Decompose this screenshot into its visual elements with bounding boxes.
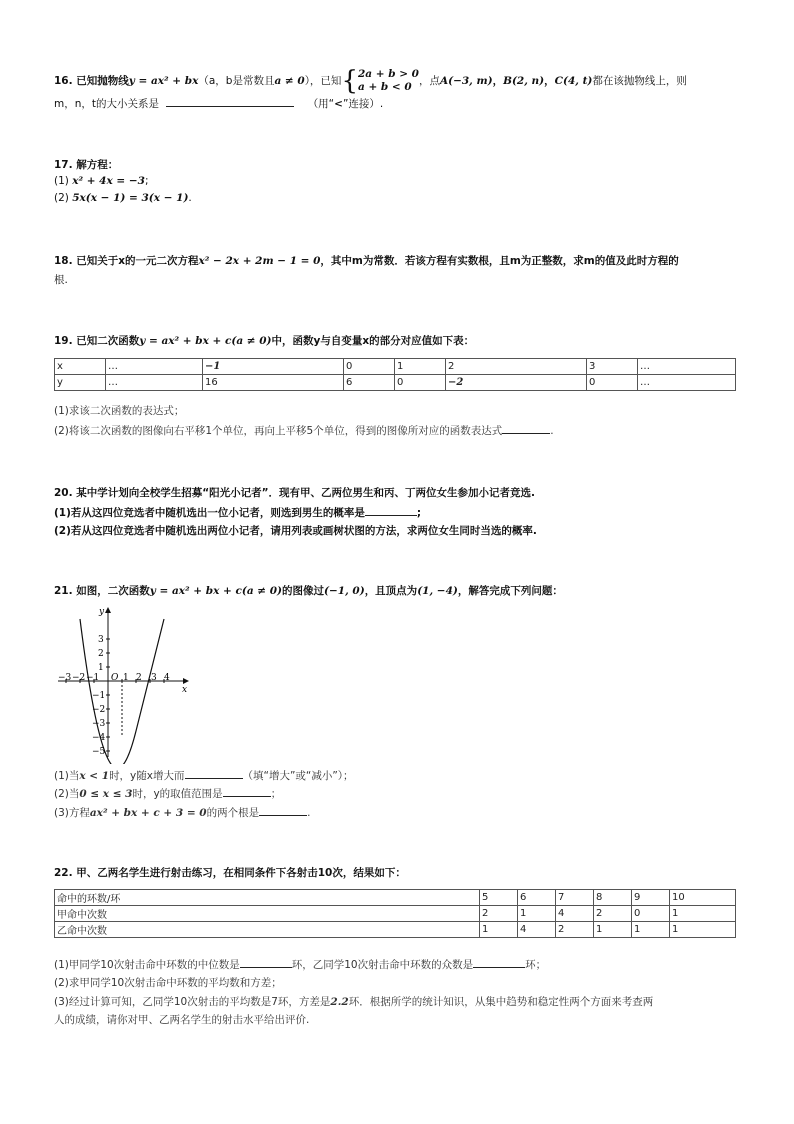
y-tick-label: −5 <box>92 747 106 757</box>
y-axis-label: y <box>99 607 105 617</box>
table-row: 乙命中次数 1 4 2 1 1 1 <box>55 922 736 938</box>
inequality-system: 2a + b > 0 a + b < 0 <box>357 68 419 93</box>
q22-sub3: (3)经过计算可知，乙同学10次射击的平均数是7环，方差是2.2环．根据所学的统计知识，从集中趋势和稳定性两个方面来考查两 <box>54 996 654 1008</box>
q19-sub1: (1)求该二次函数的表达式； <box>54 405 185 417</box>
y-tick-label: −2 <box>92 705 106 715</box>
answer-blank[interactable] <box>502 423 550 434</box>
y-tick-label: −3 <box>92 719 106 729</box>
q18-line1: 18. 已知关于x的一元二次方程x² − 2x + 2m − 1 = 0，其中m为常数．若该方程有实数根，且m为正整数，求m的值及此时方程的 <box>54 255 679 267</box>
q20-sub1: (1)若从这四位竞选者中随机选出一位小记者，则选到男生的概率是 ; <box>54 507 422 519</box>
q21-sub2: (2)当0 ≤ x ≤ 3时，y的取值范围是 ； <box>54 788 282 800</box>
q22-title: 22. 甲、乙两名学生进行射击练习，在相同条件下各射击10次，结果如下： <box>54 867 406 879</box>
table-row: x … −1 0 1 2 3 … <box>55 359 736 375</box>
q22-sub3-cont: 人的成绩，请你对甲、乙两名学生的射击水平给出评价. <box>54 1014 310 1026</box>
answer-blank[interactable] <box>473 957 525 968</box>
q19-title: 19. 已知二次函数y = ax² + bx + c(a ≠ 0)中，函数y与自变量x的部分对应值如下表： <box>54 335 475 347</box>
q21-sub1: (1)当x < 1时，y随x增大而 （填“增大”或“减小”）； <box>54 770 354 782</box>
q18-line2: 根. <box>54 274 68 286</box>
q20-sub2: (2)若从这四位竞选者中随机选出两位小记者，请用列表或画树状图的方法，求两位女生同时当选的概率. <box>54 525 537 537</box>
answer-blank[interactable] <box>259 805 307 816</box>
table-row: y … 16 6 0 −2 0 … <box>55 375 736 391</box>
q20-title: 20. 某中学计划向全校学生招募“阳光小记者”．现有甲、乙两位男生和丙、丁两位女生参加小记者竞选. <box>54 487 536 499</box>
y-tick-label: −4 <box>92 733 106 743</box>
parabola-graph <box>54 604 204 764</box>
q17-part1: (1) x² + 4x = −3; <box>54 175 149 187</box>
table-row: 命中的环数/环 5 6 7 8 9 10 <box>55 890 736 906</box>
xy-value-table <box>54 358 736 391</box>
x-tick-label: −2 <box>72 673 86 683</box>
q17-part2: (2) 5x(x − 1) = 3(x − 1). <box>54 192 192 204</box>
answer-blank[interactable] <box>223 786 271 797</box>
q16-number: 16. <box>54 75 73 87</box>
table-row: 甲命中次数 2 1 4 2 0 1 <box>55 906 736 922</box>
q16-line2: m，n，t的大小关系是 （用“<”连接）. <box>54 98 384 110</box>
y-tick-label: 1 <box>98 663 104 673</box>
q17-title: 17. 解方程： <box>54 159 119 171</box>
q22-sub2: (2)求甲同学10次射击命中环数的平均数和方差； <box>54 977 282 989</box>
answer-blank[interactable] <box>166 96 294 107</box>
q21-title: 21. 如图，二次函数y = ax² + bx + c(a ≠ 0)的图像过(−1, 0)，且顶点为(1, −4)，解答完成下列问题： <box>54 585 563 597</box>
answer-blank[interactable] <box>365 505 417 516</box>
q19-sub2: (2)将该二次函数的图像向右平移1个单位，再向上平移5个单位，得到的图像所对应的函数表达式 . <box>54 425 554 437</box>
parabola-curve-right <box>122 639 157 737</box>
q22-sub1: (1)甲同学10次射击命中环数的中位数是 环，乙同学10次射击命中环数的众数是 环； <box>54 959 547 971</box>
x-tick-label: 3 <box>151 673 157 683</box>
x-axis-label: x <box>182 685 188 695</box>
answer-blank[interactable] <box>240 957 292 968</box>
shooting-results-table <box>54 889 736 938</box>
x-tick-label: 2 <box>136 673 142 683</box>
x-tick-label: −1 <box>86 673 100 683</box>
q21-sub3: (3)方程ax² + bx + c + 3 = 0的两个根是 . <box>54 807 311 819</box>
y-tick-label: −1 <box>92 691 106 701</box>
answer-blank[interactable] <box>185 768 243 779</box>
system-brace: { <box>341 66 358 96</box>
q16-line1: 16. 已知抛物线y = ax² + bx（a，b是常数且a ≠ 0），已知{2a + b > 0 a + b < 0 ，点A(−3, m)，B(2, n)，C(4, t)都在该抛物线上，则 <box>54 66 687 96</box>
x-tick-label: 4 <box>164 673 170 683</box>
x-tick-label: 1 <box>123 673 129 683</box>
y-tick-label: 3 <box>98 635 104 645</box>
origin-label: O <box>111 673 119 683</box>
x-tick-label: −3 <box>58 673 72 683</box>
y-tick-label: 2 <box>98 649 104 659</box>
